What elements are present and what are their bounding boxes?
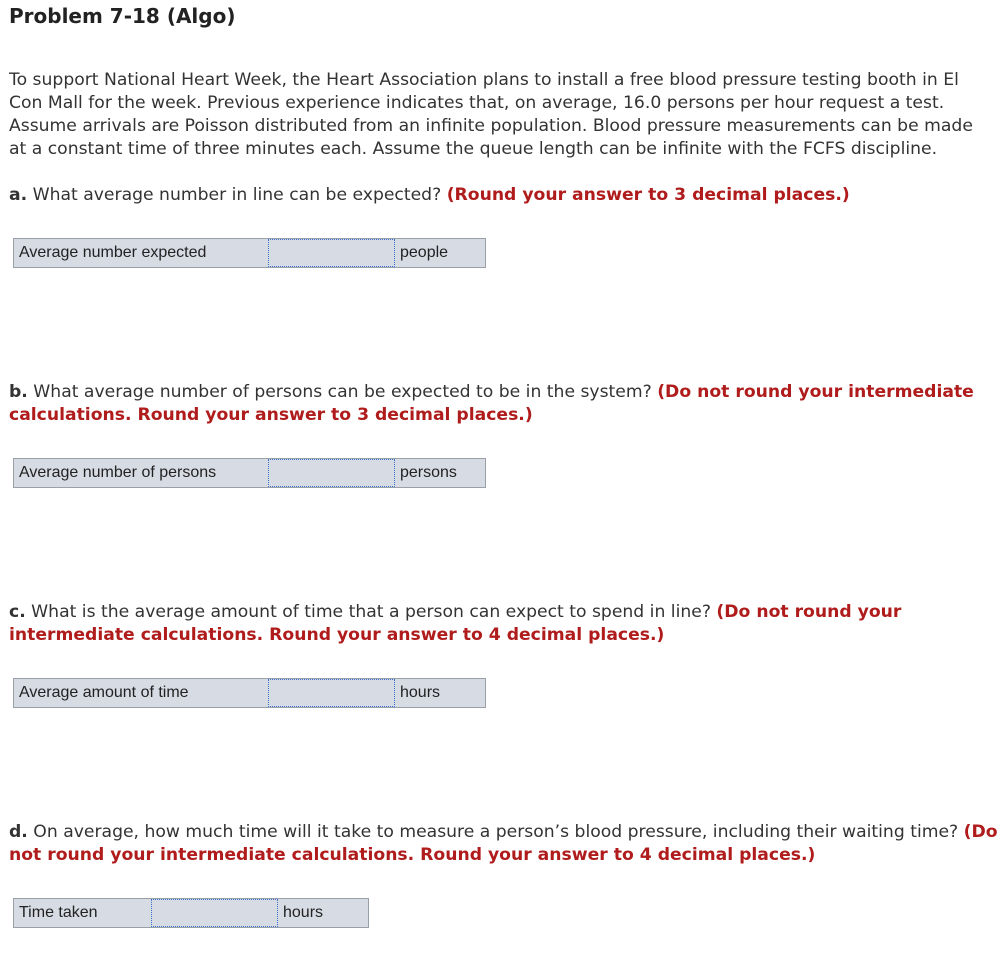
answer-input-a[interactable] xyxy=(268,239,395,267)
unit-label-c: hours xyxy=(395,679,485,707)
problem-statement: To support National Heart Week, the Heart Association plans to install a free blood pressure testing booth in El Con Mall for the week. Previous experience indicates that, on average, 16.0 persons per hour request a test. Assume arrivals are Poisson distributed from an infinite population. Blood pressure measurements can be made at a constant time of three minutes each. Assume the queue length can be infinite with the FCFS discipline. xyxy=(9,70,973,159)
question-a-label: a. xyxy=(9,185,28,205)
question-a-hint: (Round your answer to 3 decimal places.) xyxy=(446,185,850,205)
unit-label-d: hours xyxy=(278,899,368,927)
answer-input-b[interactable] xyxy=(268,459,395,487)
field-label-c: Average amount of time xyxy=(14,679,268,707)
answer-row-b xyxy=(13,458,486,488)
question-c xyxy=(9,601,999,647)
question-d-hint: (Do not round your intermediate calculations. Round your answer to 4 decimal places.) xyxy=(9,822,998,865)
question-a xyxy=(9,184,999,207)
answer-row-d xyxy=(13,898,369,928)
question-b xyxy=(9,381,999,427)
unit-label-a: people xyxy=(395,239,485,267)
question-c-text: What is the average amount of time that a person can expect to spend in line? xyxy=(25,602,717,622)
question-b-text: What average number of persons can be expected to be in the system? xyxy=(27,382,658,402)
question-b-hint: (Do not round your intermediate calculations. Round your answer to 3 decimal places.) xyxy=(9,382,974,425)
answer-row-c xyxy=(13,678,486,708)
question-d-text: On average, how much time will it take to measure a person’s blood pressure, including their waiting time? xyxy=(27,822,964,842)
question-d-label: d. xyxy=(9,822,28,842)
answer-row-a xyxy=(13,238,486,268)
unit-label-b: persons xyxy=(395,459,485,487)
question-a-text: What average number in line can be expected? xyxy=(27,185,447,205)
field-label-b: Average number of persons xyxy=(14,459,268,487)
question-c-hint: (Do not round your intermediate calculations. Round your answer to 4 decimal places.) xyxy=(9,602,902,645)
field-label-a: Average number expected xyxy=(14,239,268,267)
answer-input-d[interactable] xyxy=(151,899,278,927)
page-title: Problem 7-18 (Algo) xyxy=(9,4,236,28)
answer-input-c[interactable] xyxy=(268,679,395,707)
question-c-label: c. xyxy=(9,602,26,622)
question-b-label: b. xyxy=(9,382,28,402)
question-d xyxy=(9,821,999,867)
field-label-d: Time taken xyxy=(14,899,151,927)
